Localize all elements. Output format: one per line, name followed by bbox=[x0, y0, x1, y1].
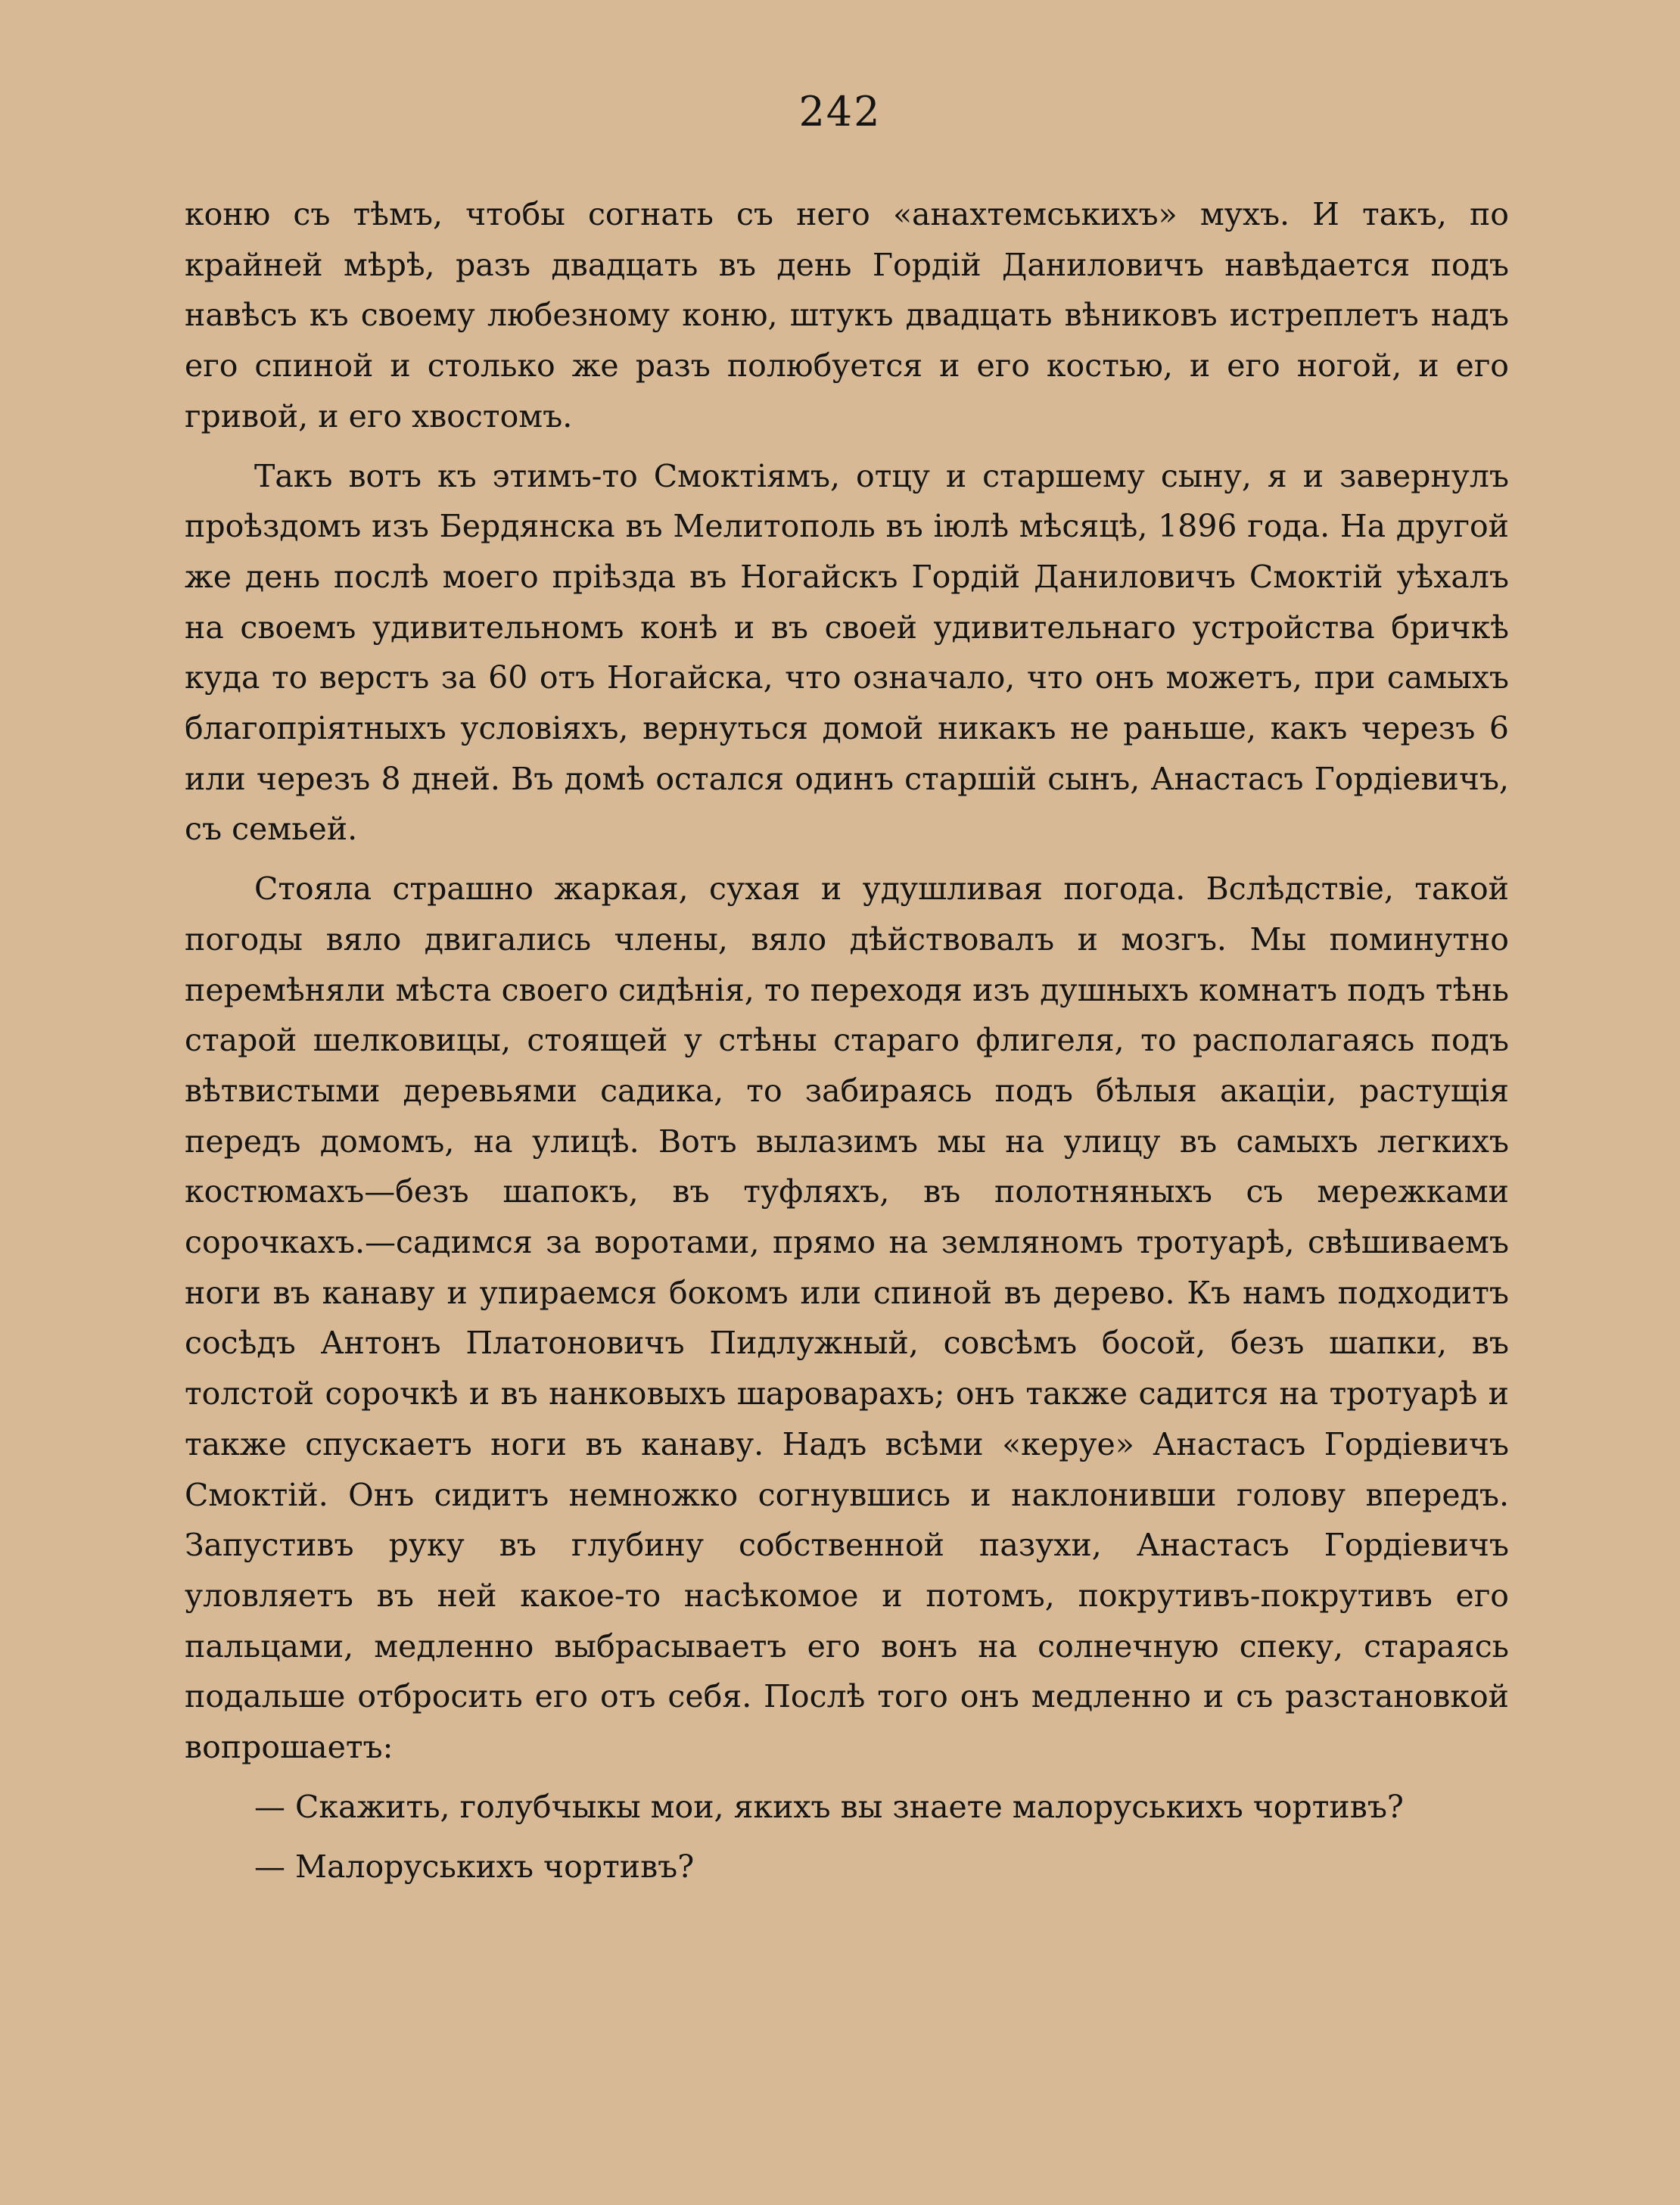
dialogue-line-question: — Скажить, голубчыкы мои, якихъ вы знаете малоруськихъ чортивъ? bbox=[254, 1788, 1404, 1825]
paragraph-hot-weather: Стояла страшно жаркая, сухая и удушливая погода. Вслѣдствіе, такой погоды вяло двигались члены, вяло дѣйствовалъ и мозгъ. Мы поминутно перемѣняли мѣста своего сидѣнія, то переходя изъ душныхъ комнатъ подъ тѣнь старой шелковицы, стоящей у стѣны стараго флигеля, то располагаясь подъ вѣтвистыми деревьями садика, то забираясь подъ бѣлыя акаціи, растущія передъ домомъ, на улицѣ. Вотъ вылазимъ мы на улицу въ самыхъ легкихъ костюмахъ—безъ шапокъ, въ туфляхъ, въ полотняныхъ съ мережками сорочкахъ.—садимся за воротами, прямо на земляномъ тротуарѣ, свѣшиваемъ ноги въ канаву и упираемся бокомъ или спиной въ дерево. Къ намъ подходитъ сосѣдъ Антонъ Платоновичъ Пидлужный, совсѣмъ босой, безъ шапки, въ толстой сорочкѣ и въ нанковыхъ шароварахъ; онъ также садится на тротуарѣ и также спускаетъ ноги въ канаву. Надъ всѣми «керуе» Анастасъ Гордіевичъ Смоктій. Онъ сидитъ немножко согнувшись и наклонивши голову впередъ. Запустивъ руку въ глубину собственной пазухи, Анастасъ Гордіевичъ уловляетъ въ ней какое-то насѣкомое и потомъ, покрутивъ-покрутивъ его пальцами, медленно выбрасываетъ его вонъ на солнечную спеку, стараясь подальше отбросить его отъ себя. Послѣ того онъ медленно и съ разстановкой вопрошаетъ: bbox=[185, 870, 1509, 1766]
paragraph-continuation: коню съ тѣмъ, чтобы согнать съ него «анахтемськихъ» мухъ. И такъ, по крайней мѣрѣ, разъ двадцать въ день Гордій Даниловичъ навѣдается подъ навѣсъ къ своему любезному коню, штукъ двадцать вѣниковъ истреплетъ надъ его спиной и столько же разъ полюбуется и его костью, и его ногой, и его гривой, и его хвостомъ. bbox=[185, 196, 1509, 434]
text-block bbox=[185, 189, 1509, 1901]
paragraph-smoktiy-visit: Такъ вотъ къ этимъ-то Смоктіямъ, отцу и старшему сыну, я и завернулъ проѣздомъ изъ Бердянска въ Мелитополь въ іюлѣ мѣсяцѣ, 1896 года. На другой же день послѣ моего пріѣзда въ Ногайскъ Гордій Даниловичъ Смоктій уѣхалъ на своемъ удивительномъ конѣ и въ своей удивительнаго устройства бричкѣ куда то верстъ за 60 отъ Ногайска, что означало, что онъ можетъ, при самыхъ благопріятныхъ условіяхъ, вернуться домой никакъ не раньше, какъ черезъ 6 или черезъ 8 дней. Въ домѣ остался одинъ старшій сынъ, Анастасъ Гордіевичъ, съ семьей. bbox=[185, 457, 1509, 848]
dialogue-line-reply: — Малоруськихъ чортивъ? bbox=[254, 1848, 695, 1885]
page-number: 242 bbox=[798, 88, 882, 135]
